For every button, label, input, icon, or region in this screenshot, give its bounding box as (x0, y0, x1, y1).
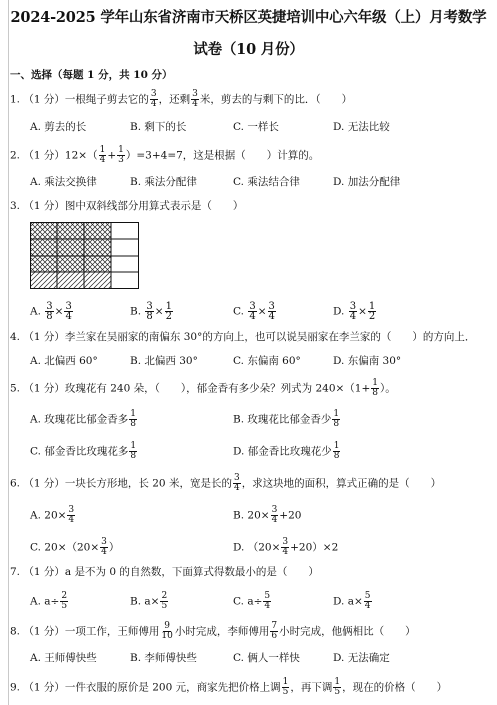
option-b[interactable]: B. $\frac{3}{8}$ × $\frac{1}{2}$ (130, 301, 172, 322)
fraction: $\frac{3}{8}$ (46, 301, 53, 322)
question-8 (10, 622, 416, 641)
question-number: 7. (10, 566, 21, 578)
option-a[interactable]: A. 玫瑰花比郁金香多 $\frac{1}{8}$ (30, 409, 136, 429)
fraction: $\frac{1}{5}$ (282, 677, 289, 697)
question-text: ）。 (380, 382, 396, 395)
question-text: ）=3+4=7，这是根据（ ）计算的。 (125, 149, 320, 162)
fraction: $\frac{1}{8}$ (333, 441, 340, 461)
fraction: $\frac{1}{2}$ (165, 301, 172, 322)
option-d[interactable]: D. a× $\frac{5}{4}$ (333, 591, 371, 611)
question-text: a 是不为 0 的自然数，下面算式得数最小的是（ ） (64, 566, 319, 578)
option-b[interactable]: B. 李师傅快些 (130, 652, 197, 664)
fraction: $\frac{3}{8}$ (146, 301, 153, 322)
fraction: $\frac{1}{8}$ (130, 409, 136, 429)
option-c[interactable]: C. 20×（20× $\frac{3}{4}$ ） (30, 537, 120, 557)
fraction: $\frac{3}{4}$ (101, 537, 107, 557)
fraction: $\frac{3}{4}$ (271, 505, 278, 525)
question-score: （1 分） (23, 93, 65, 106)
question-text: ，再下调 (290, 681, 333, 694)
page-title-line2: 试卷（10 月份） (193, 41, 304, 58)
question-score: （1 分） (23, 200, 65, 212)
option-b[interactable]: B. 北偏西 30° (130, 355, 198, 367)
question-text: ，还剩 (158, 93, 191, 106)
question-number: 8. (10, 625, 21, 638)
question-6 (10, 474, 441, 493)
question-number: 5. (10, 382, 21, 395)
fraction: $\frac{9}{10}$ (161, 621, 173, 641)
section-heading: 一、选择（每题 1 分，共 10 分） (10, 69, 173, 81)
question-3 (10, 199, 243, 213)
page-left-border (8, 0, 9, 705)
question-5 (10, 379, 396, 398)
fraction: $\frac{3}{4}$ (150, 89, 157, 109)
option-c[interactable]: C. 郁金香比玫瑰花多 $\frac{1}{8}$ (30, 441, 137, 461)
fraction: $\frac{3}{4}$ (349, 301, 357, 322)
question-text: 小时完成，他俩相比（ ） (279, 625, 416, 638)
fraction: $\frac{5}{4}$ (364, 591, 371, 611)
question-text: 12×（ (64, 149, 98, 162)
fraction: $\frac{1}{8}$ (333, 409, 340, 429)
question-text: 李兰家在吴丽家的南偏东 30°的方向上，也可以说吴丽家在李兰家的（ ）的方向上． (64, 331, 476, 343)
option-c[interactable]: C. 东偏南 60° (233, 355, 301, 367)
question-score: （1 分） (23, 331, 65, 343)
option-b[interactable]: B. 玫瑰花比郁金香少 $\frac{1}{8}$ (233, 409, 340, 429)
fraction: $\frac{3}{4}$ (249, 301, 256, 322)
question-text: ，求这块地的面积，算式正确的是（ ） (241, 477, 442, 490)
fraction: $\frac{1}{5}$ (334, 677, 341, 697)
fraction: $\frac{1}{2}$ (368, 301, 376, 322)
option-a[interactable]: A. $\frac{3}{8}$ × $\frac{3}{4}$ (30, 301, 72, 322)
question-text: 一块长方形地，长 20 米，宽是长的 (64, 477, 232, 490)
option-a[interactable]: A. a÷ $\frac{2}{5}$ (30, 591, 68, 611)
question-text: 一项工作，王师傅用 (64, 625, 160, 638)
question-text: 一根绳子剪去它的 (64, 93, 149, 106)
question-number: 3. (10, 200, 21, 212)
question-score: （1 分） (23, 566, 65, 578)
question-score: （1 分） (23, 382, 65, 395)
fraction: $\frac{3}{4}$ (68, 505, 75, 525)
question-number: 6. (10, 477, 21, 490)
fraction: $\frac{3}{4}$ (65, 301, 72, 322)
option-b[interactable]: B. 剩下的长 (130, 121, 187, 133)
option-d[interactable]: D. 无法比较 (333, 121, 390, 133)
question-4 (10, 330, 475, 344)
question-text: 图中双斜线部分用算式表示是（ ） (64, 200, 244, 212)
fraction: $\frac{3}{4}$ (233, 473, 240, 493)
option-d[interactable]: D. 东偏南 30° (333, 355, 402, 367)
fraction: $\frac{5}{4}$ (264, 591, 271, 611)
option-b[interactable]: B. 乘法分配律 (130, 176, 197, 188)
option-c[interactable]: C. $\frac{3}{4}$ × $\frac{3}{4}$ (233, 301, 275, 322)
plus-sign: + (107, 149, 117, 162)
fraction: $\frac{3}{4}$ (268, 301, 275, 322)
option-c[interactable]: C. 乘法结合律 (233, 176, 300, 188)
option-d[interactable]: D. 郁金香比玫瑰花少 $\frac{1}{8}$ (233, 441, 340, 461)
question-score: （1 分） (23, 149, 65, 162)
fraction: $\frac{3}{4}$ (192, 89, 198, 109)
fraction: $\frac{3}{4}$ (282, 537, 289, 557)
option-c[interactable]: C. 一样长 (233, 121, 279, 133)
question-2 (10, 146, 319, 165)
question-number: 2. (10, 149, 21, 162)
option-c[interactable]: C. a÷ $\frac{5}{4}$ (233, 591, 271, 611)
option-a[interactable]: A. 剪去的长 (30, 121, 87, 133)
option-d[interactable]: D. $\frac{3}{4}$ × $\frac{1}{2}$ (333, 301, 376, 322)
question-score: （1 分） (23, 681, 65, 694)
option-c[interactable]: C. 俩人一样快 (233, 652, 300, 664)
option-d[interactable]: D. 加法分配律 (333, 176, 401, 188)
option-a[interactable]: A. 王师傅快些 (30, 652, 97, 664)
question-number: 1. (10, 93, 21, 106)
page-title-line1: 2024-2025 学年山东省济南市天桥区英捷培训中心六年级（上）月考数学 (10, 9, 487, 26)
fraction: $\frac{1}{8}$ (372, 378, 379, 398)
option-b[interactable]: B. 20× $\frac{3}{4}$ +20 (233, 505, 302, 525)
question-score: （1 分） (23, 625, 65, 638)
question-1 (10, 90, 352, 109)
option-d[interactable]: D. 无法确定 (333, 652, 390, 664)
fraction: $\frac{2}{5}$ (161, 591, 168, 611)
question-9 (10, 678, 447, 697)
question-number: 9. (10, 681, 21, 694)
question-text: 米，剪去的与剩下的比．（ ） (199, 93, 353, 106)
option-b[interactable]: B. a× $\frac{2}{5}$ (130, 591, 168, 611)
question-score: （1 分） (23, 477, 65, 490)
fraction: $\frac{2}{5}$ (61, 591, 68, 611)
fraction: $\frac{1}{4}$ (99, 145, 106, 165)
option-a[interactable]: A. 20× $\frac{3}{4}$ (30, 505, 75, 525)
option-d[interactable]: D. （20× $\frac{3}{4}$ +20）×2 (233, 537, 339, 557)
option-a[interactable]: A. 北偏西 60° (30, 355, 98, 367)
option-a[interactable]: A. 乘法交换律 (30, 176, 97, 188)
question-text: 小时完成，李师傅用 (174, 625, 270, 638)
question-number: 4. (10, 331, 21, 343)
fraction: $\frac{7}{6}$ (271, 621, 278, 641)
fraction: $\frac{1}{3}$ (118, 145, 124, 165)
question-text: 一件衣服的原价是 200 元，商家先把价格上调 (64, 681, 281, 694)
question-text: ，现在的价格（ ） (342, 681, 448, 694)
fraction: $\frac{1}{8}$ (130, 441, 137, 461)
question-text: 玫瑰花有 240 朵，（ ），郁金香有多少朵？列式为 240×（1+ (64, 382, 371, 395)
hatched-grid-figure (30, 222, 139, 289)
question-7 (10, 565, 319, 579)
